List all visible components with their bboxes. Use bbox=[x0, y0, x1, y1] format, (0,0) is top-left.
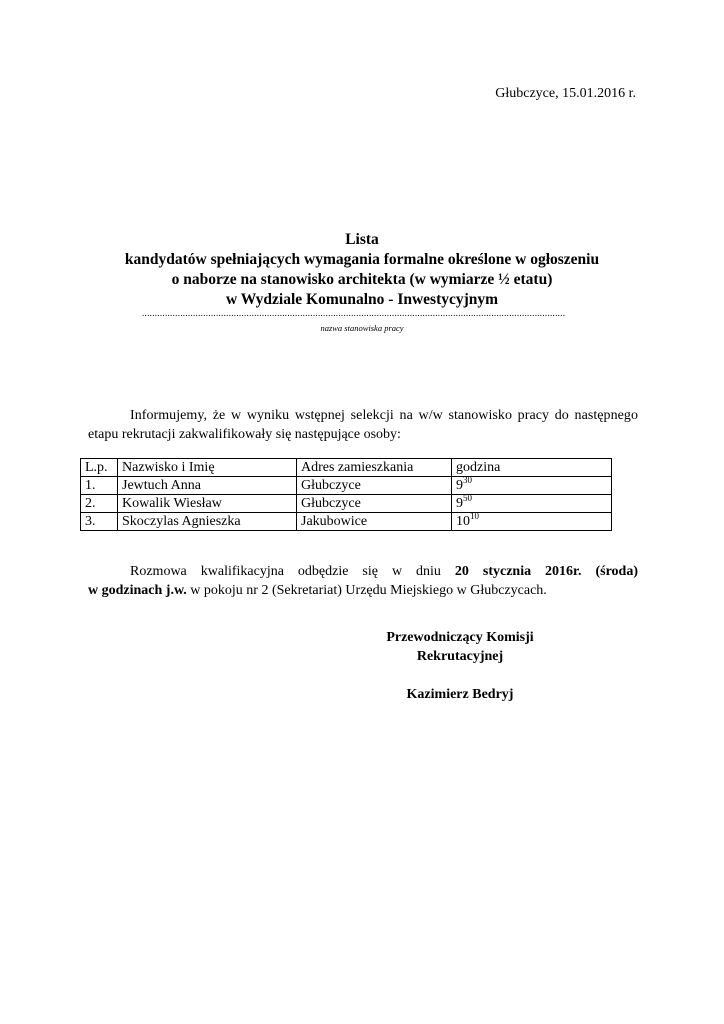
intro-paragraph bbox=[88, 406, 638, 444]
table-row bbox=[81, 495, 612, 513]
row-hour: 9 bbox=[456, 478, 463, 493]
row-name: Skoczylas Agnieszka bbox=[118, 513, 297, 531]
table-row bbox=[81, 477, 612, 495]
row-address: Głubczyce bbox=[297, 495, 452, 513]
title-line-4: w Wydziale Komunalno - Inwestycyjnym bbox=[225, 291, 499, 308]
signature-name: Kazimierz Bedryj bbox=[406, 687, 514, 702]
interview-hours: w godzinach j.w. bbox=[88, 583, 187, 598]
table-header-row bbox=[81, 459, 612, 477]
interview-paragraph bbox=[88, 562, 638, 600]
dotted-line: ...................................................................................................................................................................... bbox=[142, 309, 566, 317]
signature-role-1: Przewodniczący Komisji bbox=[386, 630, 534, 645]
header-hour: godzina bbox=[452, 459, 612, 477]
row-name: Kowalik Wiesław bbox=[118, 495, 297, 513]
title-line-2: kandydatów spełniających wymagania formalne określone w ogłoszeniu bbox=[124, 251, 600, 268]
position-caption: nazwa stanowiska pracy bbox=[320, 323, 404, 333]
signature-block bbox=[360, 628, 560, 704]
row-name: Jewtuch Anna bbox=[118, 477, 297, 495]
interview-text-2: w pokoju nr 2 (Sekretariat) Urzędu Miejskiego w Głubczycach. bbox=[186, 583, 547, 598]
header-name: Nazwisko i Imię bbox=[118, 459, 297, 477]
row-lp: 3. bbox=[81, 513, 118, 531]
row-hour-cell bbox=[452, 495, 612, 513]
interview-line-1 bbox=[88, 562, 638, 581]
candidates-table bbox=[80, 458, 612, 531]
row-lp: 2. bbox=[81, 495, 118, 513]
title-line-1: Lista bbox=[345, 231, 379, 248]
row-address: Jakubowice bbox=[297, 513, 452, 531]
intro-line-1: Informujemy, że w wyniku wstępnej selekcji na w/w stanowisko pracy do następnego bbox=[130, 408, 638, 423]
interview-text-1: Rozmowa kwalifikacyjna odbędzie się w dniu bbox=[130, 564, 455, 579]
interview-date: 20 stycznia 2016r. (środa) bbox=[454, 564, 638, 579]
place-date: Głubczyce, 15.01.2016 r. bbox=[495, 86, 636, 101]
row-address: Głubczyce bbox=[297, 477, 452, 495]
interview-line-2 bbox=[88, 581, 638, 600]
row-hour-cell bbox=[452, 513, 612, 531]
header-address: Adres zamieszkania bbox=[297, 459, 452, 477]
row-minutes: 30 bbox=[463, 475, 472, 485]
intro-line-2: etapu rekrutacji zakwalifikowały się następujące osoby: bbox=[88, 427, 401, 442]
document-title bbox=[0, 230, 724, 310]
row-minutes: 50 bbox=[463, 493, 472, 503]
row-hour: 10 bbox=[456, 514, 470, 529]
signature-role-2: Rekrutacyjnej bbox=[416, 649, 504, 664]
title-line-3: o naborze na stanowisko architekta (w wymiarze ½ etatu) bbox=[171, 271, 553, 288]
row-hour: 9 bbox=[456, 496, 463, 511]
row-lp: 1. bbox=[81, 477, 118, 495]
row-minutes: 10 bbox=[470, 511, 479, 521]
row-hour-cell bbox=[452, 477, 612, 495]
table-row bbox=[81, 513, 612, 531]
header-lp: L.p. bbox=[81, 459, 118, 477]
